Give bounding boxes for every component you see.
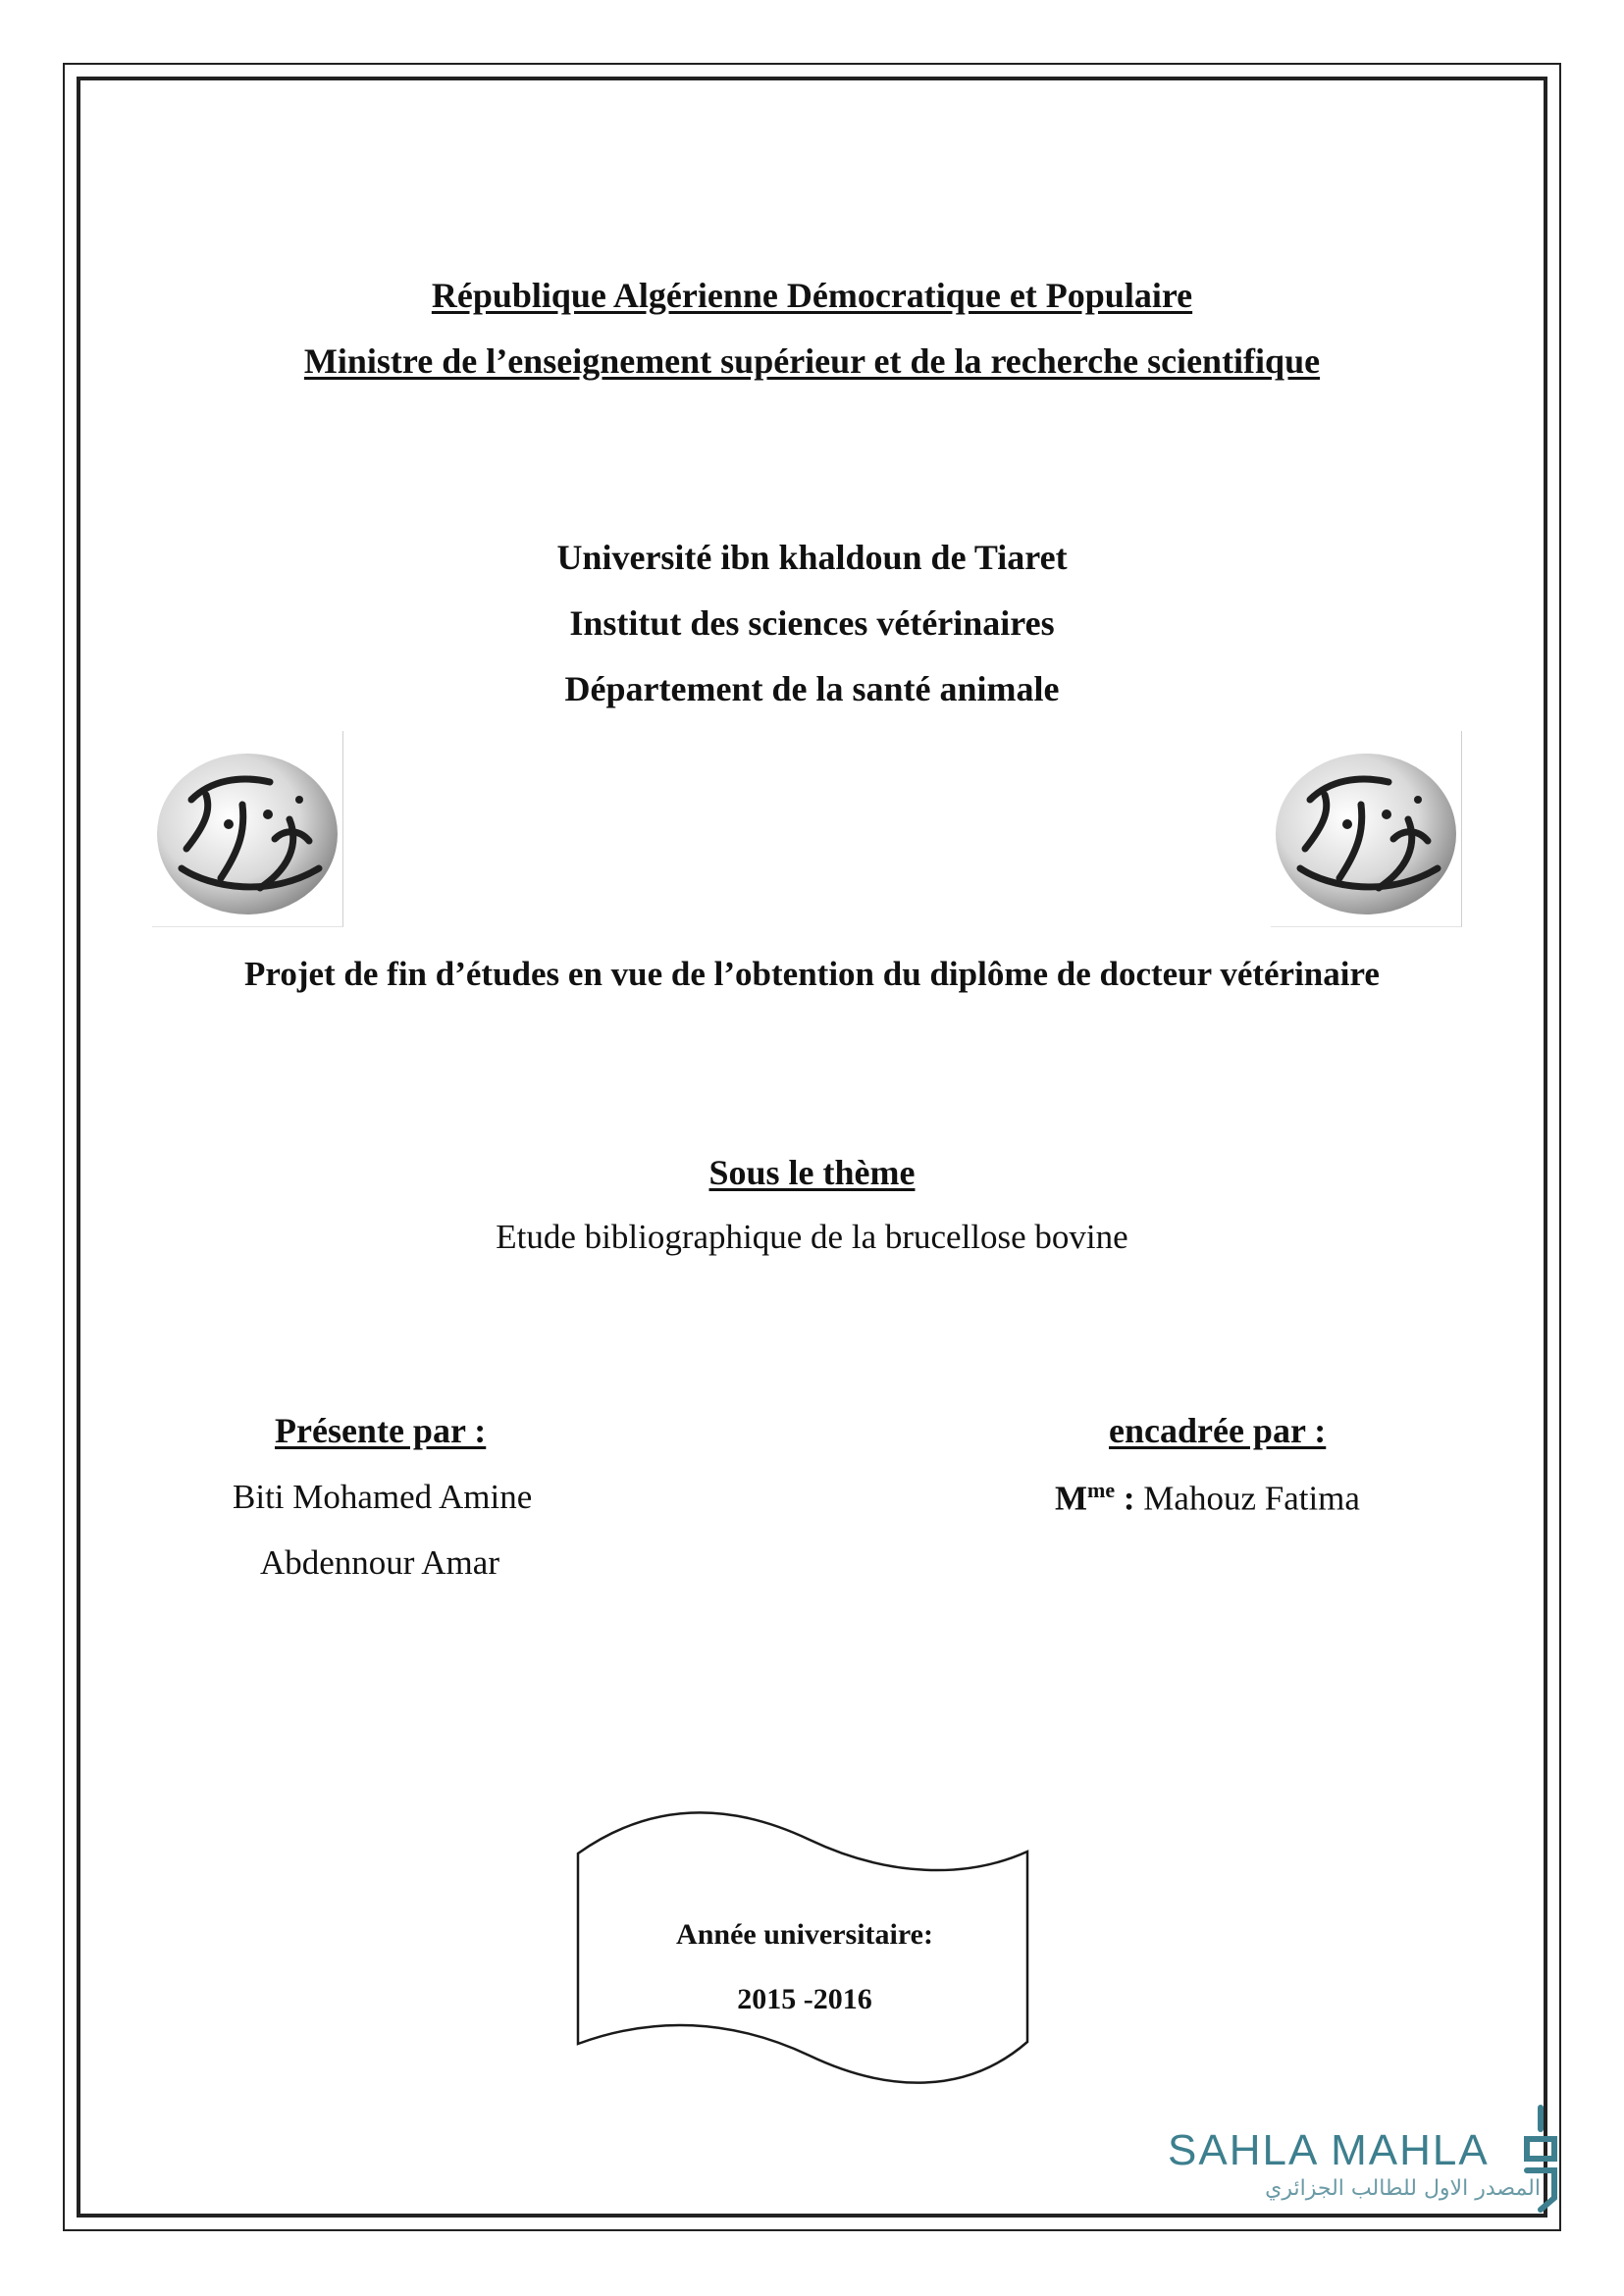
institute-name: Institut des sciences vétérinaires [569,603,1055,643]
calligraphy-seal-icon [152,731,343,927]
supervisor-colon: : [1115,1479,1135,1518]
supervisor-name: Mahouz Fatima [1143,1479,1360,1518]
theme-title: Etude bibliographique de la brucellose bovine [496,1218,1128,1256]
presenters-label: Présente par : [275,1411,487,1450]
sahla-mahla-watermark [1168,2100,1560,2218]
calligraphy-seal-icon [1271,731,1462,927]
academic-year-value: 2015 -2016 [737,1983,872,2015]
supervisor-title: M [1055,1479,1088,1518]
academic-year-banner [574,1810,1035,2085]
republic-heading: République Algérienne Démocratique et Populaire [431,276,1193,315]
presenter-name-1: Biti Mohamed Amine [233,1478,533,1516]
supervisor-line [1055,1480,1360,1516]
presenter-name-2: Abdennour Amar [260,1543,499,1582]
ministry-heading: Ministre de l’enseignement supérieur et de la recherche scientifique [303,341,1321,381]
project-title: Projet de fin d’études en vue de l’obtention du diplôme de docteur vétérinaire [244,955,1380,993]
university-name: Université ibn khaldoun de Tiaret [556,538,1068,577]
department-name: Département de la santé animale [564,669,1060,708]
supervisor-label: encadrée par : [1109,1411,1327,1450]
watermark-brand: SAHLA MAHLA [1168,2126,1490,2174]
supervisor-title-sup: me [1087,1478,1116,1502]
watermark-logo-icon [1521,2100,1560,2218]
university-logo-left [152,731,343,927]
academic-year-label: Année universitaire: [676,1918,933,1951]
theme-label: Sous le thème [708,1153,916,1192]
university-logo-right [1271,731,1462,927]
watermark-tagline: المصدر الاول للطالب الجزائري [1265,2176,1541,2201]
